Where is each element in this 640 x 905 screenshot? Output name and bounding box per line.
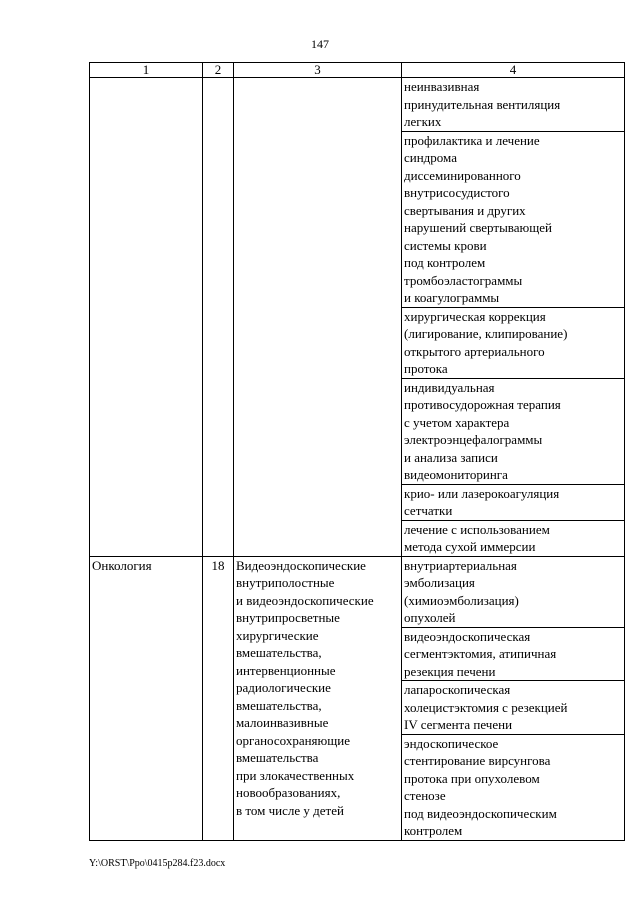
method-cell: внутриартериальная эмболизация (химиоэмболизация) опухолей [402, 556, 625, 627]
table-header-row [90, 63, 625, 78]
table-row [90, 556, 625, 627]
description-cell-empty [234, 78, 402, 557]
header-col-4: 4 [402, 63, 625, 78]
method-cell: лечение с использованием метода сухой иммерсии [402, 520, 625, 556]
header-col-3: 3 [234, 63, 402, 78]
method-cell: индивидуальная противосудорожная терапия с учетом характера электроэнцефалограммы и анализа записи видеомониторинга [402, 378, 625, 484]
profile-cell-empty [90, 78, 203, 557]
page-number: 147 [311, 37, 329, 51]
header-col-1: 1 [90, 63, 203, 78]
profile-cell: Онкология [90, 556, 203, 840]
method-cell: лапароскопическая холецистэктомия с резекцией IV сегмента печени [402, 681, 625, 735]
method-cell: неинвазивная принудительная вентиляция легких [402, 78, 625, 132]
group-cell-empty [203, 78, 234, 557]
methods-table [89, 62, 625, 841]
description-cell: Видеоэндоскопические внутриполостные и видеоэндоскопические внутрипросветные хирургические вмешательства, интервенционные радиологические вмешательства, малоинвазивные органосохраняющие вмешательства при злокачественных новообразованиях, в том числе у детей [234, 556, 402, 840]
method-cell: профилактика и лечение синдрома диссеминированного внутрисосудистого свертывания и других нарушений свертывающей системы крови под контролем тромбоэластограммы и коагулограммы [402, 131, 625, 307]
method-cell: хирургическая коррекция (лигирование, клипирование) открытого артериального протока [402, 307, 625, 378]
header-col-2: 2 [203, 63, 234, 78]
method-cell: видеоэндоскопическая сегментэктомия, атипичная резекция печени [402, 627, 625, 681]
footer-file-path: Y:\ORST\Ppo\0415p284.f23.docx [89, 858, 226, 869]
method-cell: крио- или лазерокоагуляция сетчатки [402, 484, 625, 520]
group-number-cell: 18 [203, 556, 234, 840]
method-cell: эндоскопическое стентирование вирсунгова протока при опухолевом стенозе под видеоэндоскопическим контролем [402, 734, 625, 840]
table-row [90, 78, 625, 132]
